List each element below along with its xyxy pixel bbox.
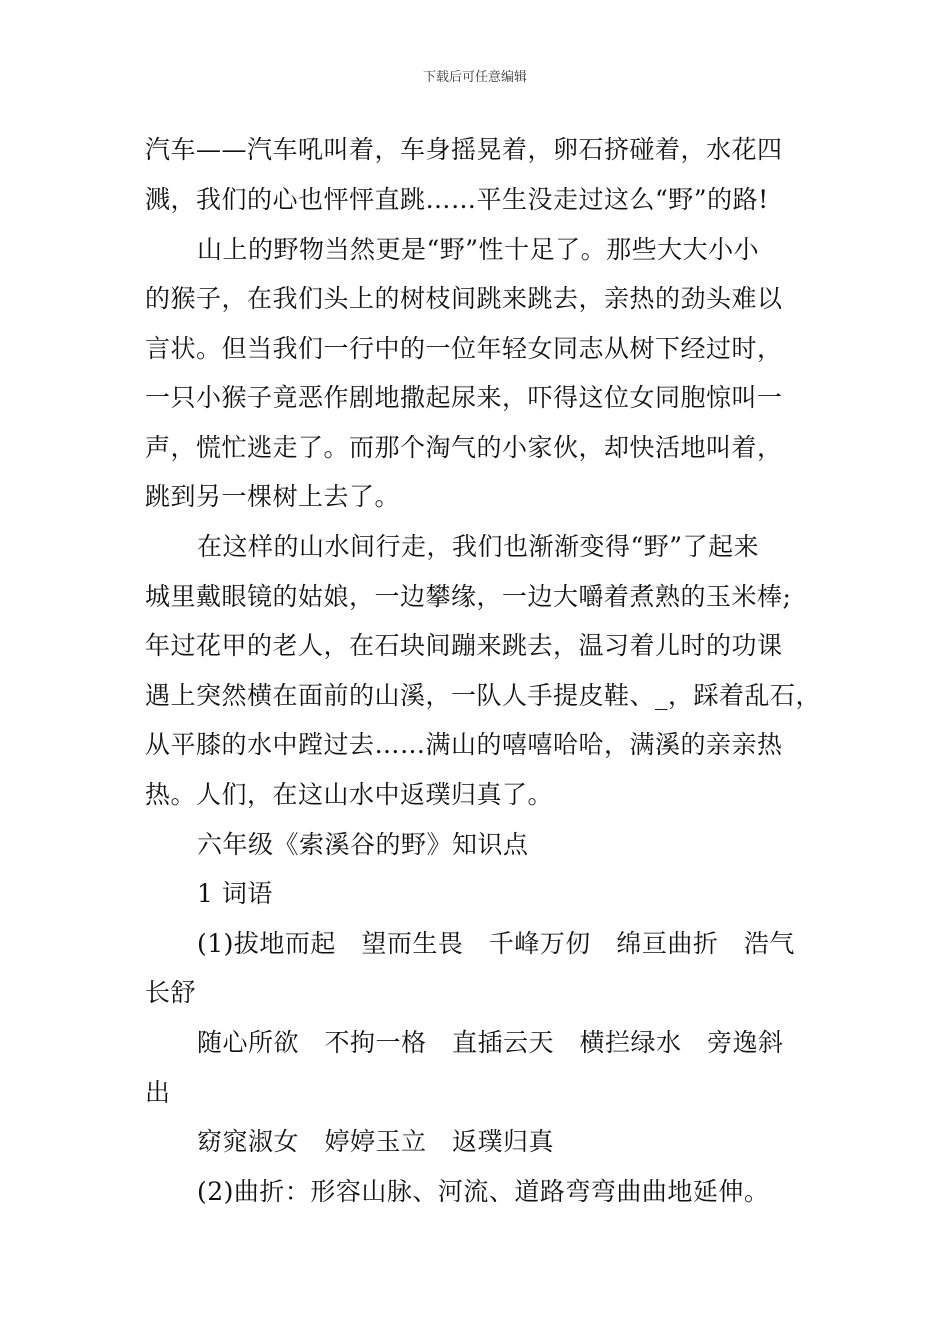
subsection-title: 1 词语 — [197, 879, 273, 908]
text-line: (1)拔地而起 望而生畏 千峰万仞 绵亘曲折 浩气 — [197, 929, 795, 958]
section-title: 六年级《索溪谷的野》知识点 — [197, 830, 529, 859]
text-line: 的猴子，在我们头上的树枝间跳来跳去，亲热的劲头难以 — [145, 284, 783, 313]
text-line: 一只小猴子竟恶作剧地撒起尿来，吓得这位女同胞惊叫一 — [145, 383, 783, 412]
text-line: 窈窕淑女 婷婷玉立 返璞归真 — [197, 1127, 555, 1156]
text-line: 汽车——汽车吼叫着，车身摇晃着，卵石挤碰着，水花四 — [145, 135, 783, 164]
text-line: 遇上突然横在面前的山溪，一队人手提皮鞋、_，踩着乱石， — [145, 681, 822, 710]
text-line: 声，慌忙逃走了。而那个淘气的小家伙，却快活地叫着， — [145, 433, 783, 462]
text-line: 溅，我们的心也怦怦直跳……平生没走过这么“野”的路! — [145, 185, 769, 214]
text-line: 出 — [145, 1078, 171, 1107]
text-line: 从平膝的水中蹚过去……满山的嘻嘻哈哈，满溪的亲亲热 — [145, 730, 783, 759]
text-line: 长舒 — [145, 978, 197, 1007]
text-line: 城里戴眼镜的姑娘，一边攀缘，一边大嚼着煮熟的玉米棒; — [145, 582, 792, 611]
text-line: 年过花甲的老人，在石块间蹦来跳去，温习着儿时的功课 — [145, 631, 783, 660]
text-line: 言状。但当我们一行中的一位年轻女同志从树下经过时， — [145, 334, 783, 363]
text-line: 山上的野物当然更是“野”性十足了。那些大大小小 — [197, 235, 760, 264]
text-line: 热。人们，在这山水中返璞归真了。 — [145, 780, 554, 809]
text-line: 在这样的山水间行走，我们也渐渐变得“野”了起来 — [197, 532, 760, 561]
text-line: 跳到另一棵树上去了。 — [145, 482, 401, 511]
page-header: 下载后可任意编辑 — [422, 70, 527, 85]
text-line: 随心所欲 不拘一格 直插云天 横拦绿水 旁逸斜 — [197, 1028, 784, 1057]
text-line: (2)曲折：形容山脉、河流、道路弯弯曲曲地延伸。 — [197, 1177, 770, 1206]
